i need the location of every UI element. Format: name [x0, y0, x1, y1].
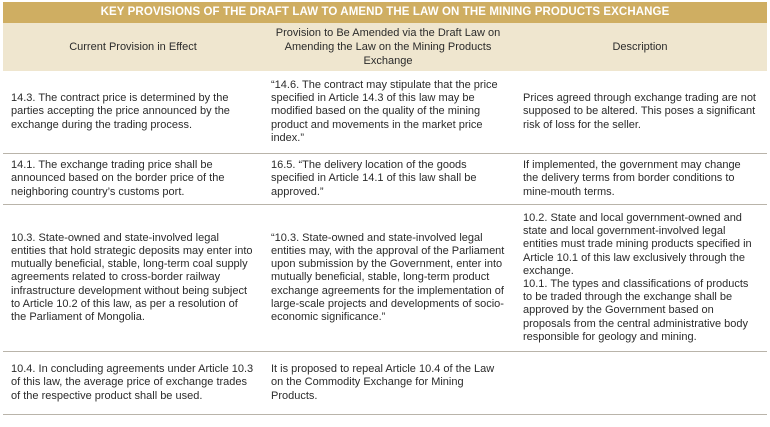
table-header — [3, 23, 767, 71]
header-amended: Provision to Be Amended via the Draft Law on Amending the Law on the Mining Products Exchange — [275, 27, 501, 67]
cell-description: Prices agreed through exchange trading are not supposed to be altered. This poses a significant risk of loss for the seller. — [523, 92, 756, 131]
cell-amended: 16.5. “The delivery location of the goods specified in Article 14.1 of this law shall be approved.” — [271, 159, 477, 198]
table-row — [3, 153, 767, 204]
header-current: Current Provision in Effect — [69, 41, 197, 53]
cell-description: If implemented, the government may change the delivery terms from border conditions to mine-mouth terms. — [523, 159, 741, 198]
cell-amended: “10.3. State-owned and state-involved legal entities may, with the approval of the Parliament upon submission by the Government, enter into mutually beneficial, stable, long-term product exchange agreements for the implementation of large-scale projects and developments of socio-economic significance.” — [271, 231, 505, 323]
cell-amended: It is proposed to repeal Article 10.4 of the Law on the Commodity Exchange for Mining Products. — [271, 363, 495, 402]
cell-current: 10.3. State-owned and state-involved legal entities that hold strategic deposits may enter into mutually beneficial, stable, long-term coal supply agreements related to cross-border railway infrastructure development without being subject to Article 10.2 of this law, as per a resolution of the Parliament of Mongolia. — [11, 231, 253, 323]
table-row — [3, 204, 767, 351]
cell-amended: “14.6. The contract may stipulate that the price specified in Article 14.3 of this law may be modified based on the quality of the mining product and movements in the market price index.” — [271, 78, 498, 144]
header-description: Description — [612, 41, 668, 53]
cell-current: 10.4. In concluding agreements under Article 10.3 of this law, the average price of exchange trades of the respective product shall be used. — [11, 363, 254, 402]
table-title: KEY PROVISIONS OF THE DRAFT LAW TO AMEND THE LAW ON THE MINING PRODUCTS EXCHANGE — [3, 2, 767, 23]
cell-description: 10.2. State and local government-owned and state and local government-involved legal entities must trade mining products specified in Article 10.1 of this law exclusively through the exchange. 10.1. The types and classifications of products to be traded through the exchange shall be approved by the Government based on proposals from the central administrative body responsible for geology and mining. — [523, 211, 752, 343]
provisions-table — [3, 2, 767, 415]
table-row — [3, 351, 767, 415]
cell-current: 14.1. The exchange trading price shall be announced based on the border price of the neighboring country’s customs port. — [11, 159, 225, 198]
cell-current: 14.3. The contract price is determined by the parties accepting the price announced by the exchange during the trading process. — [11, 92, 230, 131]
table-row — [3, 71, 767, 153]
